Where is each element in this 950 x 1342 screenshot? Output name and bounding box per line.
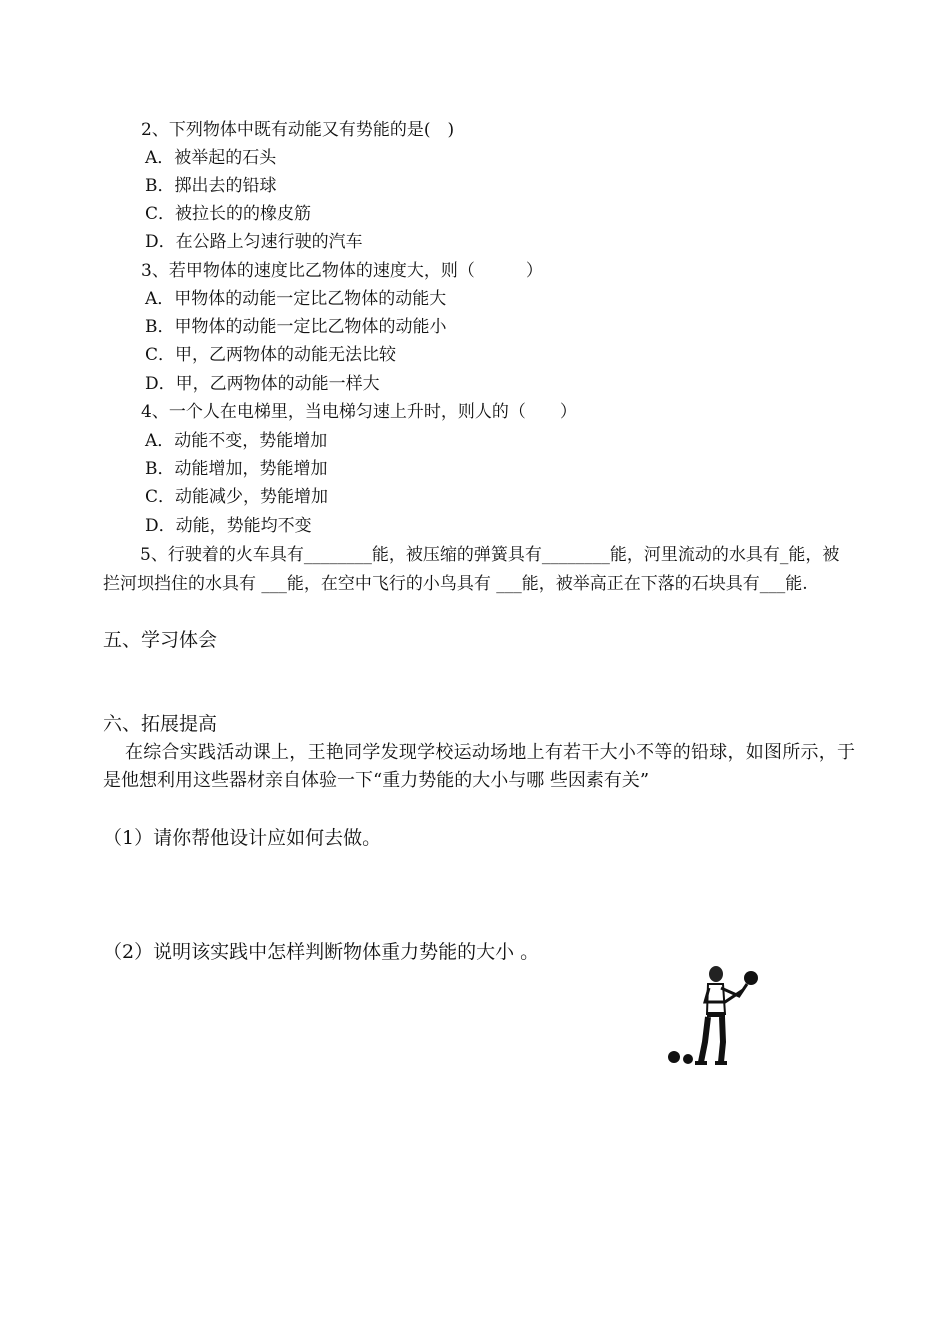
q3-option-c: C．甲，乙两物体的动能无法比较	[145, 345, 397, 365]
q3-option-b: B．甲物体的动能一定比乙物体的动能小	[145, 317, 447, 337]
q2-option-b: B．掷出去的铅球	[145, 176, 277, 196]
q4-option-c: C．动能减少，势能增加	[145, 487, 329, 507]
q2-option-c: C．被拉长的的橡皮筋	[145, 204, 312, 224]
section5-title: 五、学习体会	[103, 629, 218, 651]
q3-option-d: D．甲，乙两物体的动能一样大	[145, 374, 380, 394]
q2-option-a: A．被举起的石头	[145, 148, 277, 168]
q3-option-a: A．甲物体的动能一定比乙物体的动能大	[145, 289, 447, 309]
q3-stem: 3、若甲物体的速度比乙物体的速度大，则（ ）	[141, 261, 543, 281]
section6-question-1: （1）请你帮他设计应如何去做。	[103, 827, 382, 849]
q2-stem: 2、下列物体中既有动能又有势能的是( )	[141, 120, 455, 140]
q4-option-d: D．动能，势能均不变	[145, 516, 312, 536]
q4-option-b: B．动能增加，势能增加	[145, 459, 328, 479]
section6-paragraph: 在综合实践活动课上，王艳同学发现学校运动场地上有若干大小不等的铅球，如图所示，于是他想利用这些器材亲自体验一下“重力势能的大小与哪 些因素有关”	[103, 742, 855, 791]
section6-question-2: （2）说明该实践中怎样判断物体重力势能的大小 。	[103, 941, 540, 963]
q4-option-a: A．动能不变，势能增加	[145, 431, 328, 451]
q2-option-d: D．在公路上匀速行驶的汽车	[145, 232, 363, 252]
section6-title: 六、拓展提高	[103, 713, 218, 735]
q4-stem: 4、一个人在电梯里，当电梯匀速上升时，则人的（ ）	[141, 402, 577, 422]
q5-text: 5、行驶着的火车具有________能，被压缩的弹簧具有________能，河里流动的水具有_能，被拦河坝挡住的水具有 ___能，在空中飞行的小鸟具有 ___能，被举高正在下落的石块具有___能.	[103, 545, 840, 594]
person-with-shot-put-icon	[655, 962, 770, 1092]
